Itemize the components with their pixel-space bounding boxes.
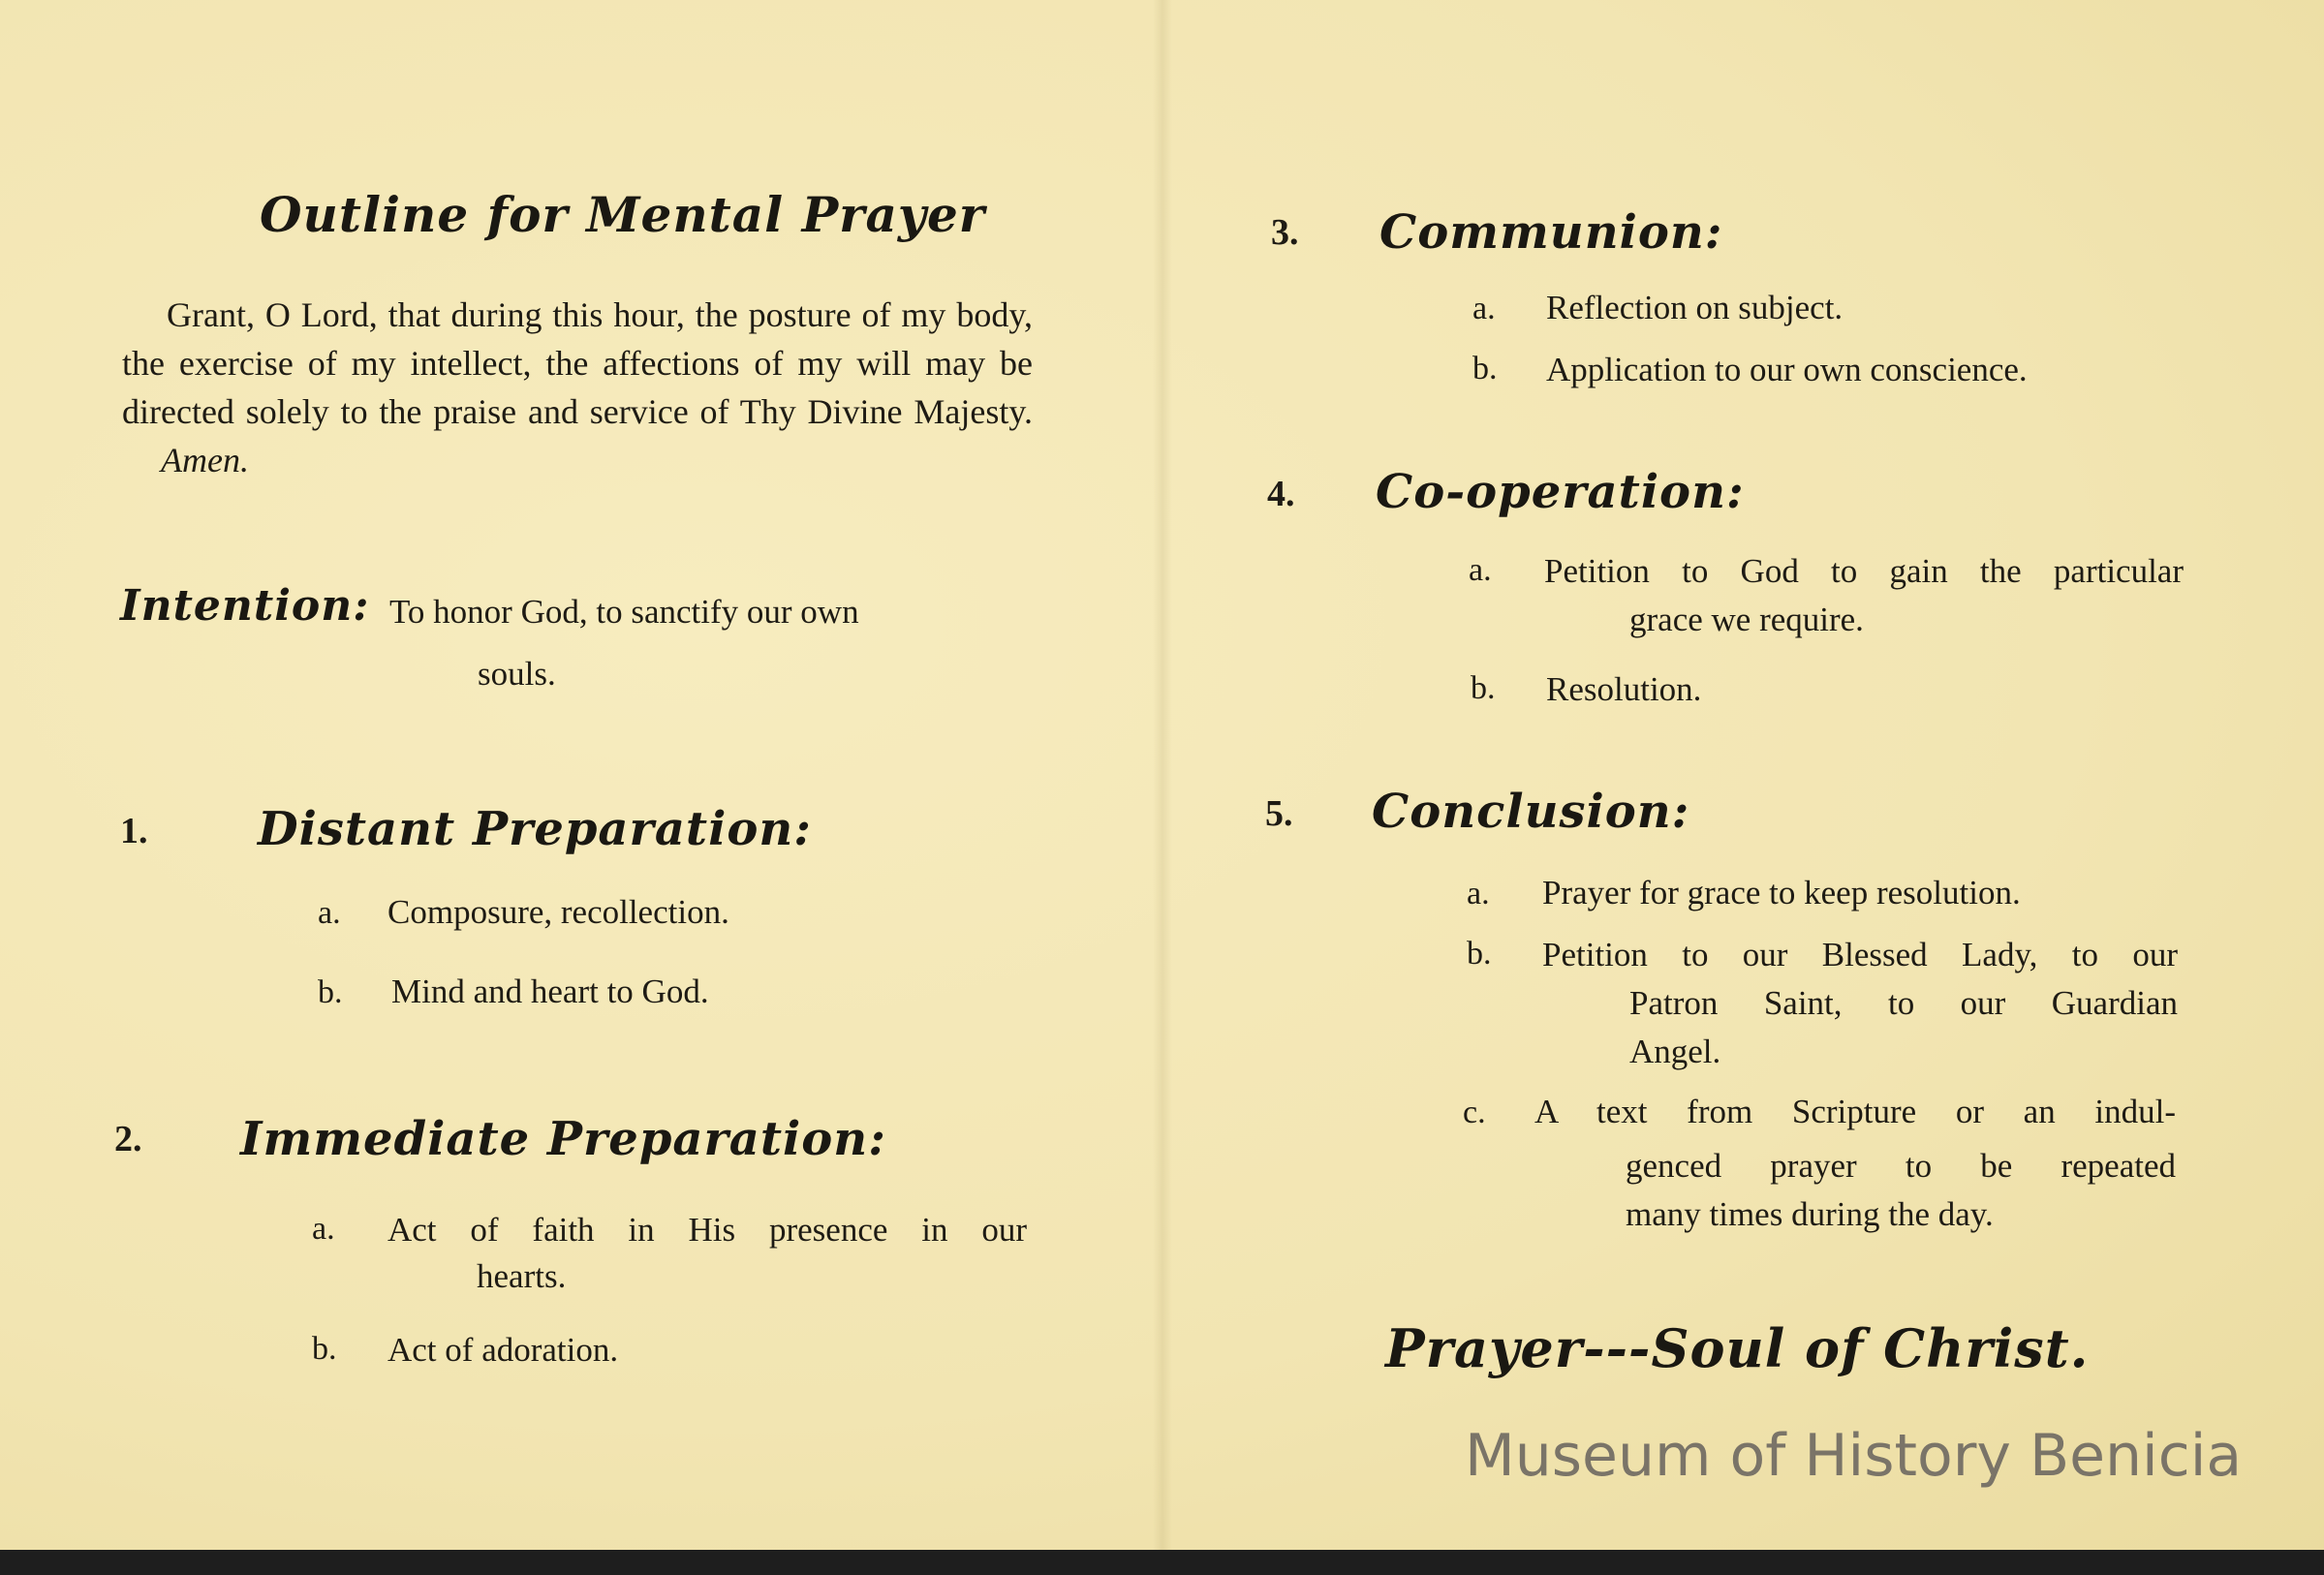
section-5-item-b-letter: b.	[1467, 936, 1492, 972]
section-1-item-b-letter: b.	[318, 974, 343, 1010]
section-3-item-b: Application to our own conscience.	[1546, 351, 2028, 388]
section-2-item-b-letter: b.	[312, 1331, 337, 1367]
section-4-item-b-letter: b.	[1471, 670, 1496, 706]
opening-prayer-amen: Amen.	[161, 441, 249, 479]
section-5-item-b-cont-2: Angel.	[1629, 1033, 1721, 1070]
watermark: Museum of History Benicia	[1465, 1422, 2243, 1490]
section-1-item-b: Mind and heart to God.	[391, 973, 709, 1010]
section-4-item-a-letter: a.	[1469, 552, 1492, 588]
section-5-item-b-cont-1: Patron Saint, to our Guardian	[1629, 984, 2178, 1022]
section-5-heading: Conclusion:	[1372, 785, 1690, 839]
section-4-number: 4.	[1267, 474, 1295, 514]
section-4-item-b: Resolution.	[1546, 670, 1702, 708]
section-5-item-c-cont-2: many times during the day.	[1626, 1195, 1994, 1233]
intention-text: To honor God, to sanctify our own	[389, 593, 859, 631]
card-title: Outline for Mental Prayer	[260, 186, 986, 243]
section-2-number: 2.	[114, 1119, 142, 1159]
section-2-item-a-letter: a.	[312, 1211, 335, 1247]
section-4-heading: Co-operation:	[1376, 465, 1745, 519]
section-5-item-c: A text from Scripture or an indul-	[1534, 1093, 2176, 1130]
intention-text-cont: souls.	[478, 655, 556, 693]
section-2-heading: Immediate Preparation:	[240, 1112, 886, 1166]
section-3-heading: Communion:	[1379, 205, 1723, 260]
section-5-item-c-letter: c.	[1463, 1095, 1486, 1130]
scan-border	[0, 1550, 2324, 1575]
closing-heading: Prayer---Soul of Christ.	[1385, 1317, 2090, 1379]
section-3-item-b-letter: b.	[1472, 351, 1498, 386]
section-1-heading: Distant Preparation:	[258, 802, 812, 856]
section-2-item-a-cont: hearts.	[477, 1257, 567, 1295]
section-1-item-a: Composure, recollection.	[387, 893, 729, 931]
section-5-item-c-cont-1: genced prayer to be repeated	[1626, 1147, 2176, 1185]
section-4-item-a: Petition to God to gain the particular	[1544, 552, 2184, 590]
opening-prayer-text: Grant, O Lord, that during this hour, the posture of my body, the exercise of my intellect, the affections of my will may be directed solely to the praise and service of Thy Divine Majesty.	[122, 295, 1033, 431]
intention-label: Intention:	[120, 581, 370, 631]
section-2-item-a: Act of faith in His presence in our	[387, 1211, 1027, 1249]
section-3-item-a: Reflection on subject.	[1546, 289, 1844, 326]
section-1-item-a-letter: a.	[318, 895, 341, 931]
section-3-number: 3.	[1271, 212, 1299, 253]
section-4-item-a-cont: grace we require.	[1629, 601, 1864, 638]
section-5-item-a-letter: a.	[1467, 876, 1490, 911]
opening-prayer	[122, 291, 1033, 484]
center-fold	[1153, 0, 1172, 1561]
section-5-item-a: Prayer for grace to keep resolution.	[1542, 874, 2021, 911]
section-2-item-b: Act of adoration.	[387, 1331, 619, 1369]
section-5-number: 5.	[1265, 793, 1293, 834]
section-5-item-b: Petition to our Blessed Lady, to our	[1542, 936, 2178, 973]
section-1-number: 1.	[120, 811, 148, 851]
section-3-item-a-letter: a.	[1472, 291, 1496, 326]
